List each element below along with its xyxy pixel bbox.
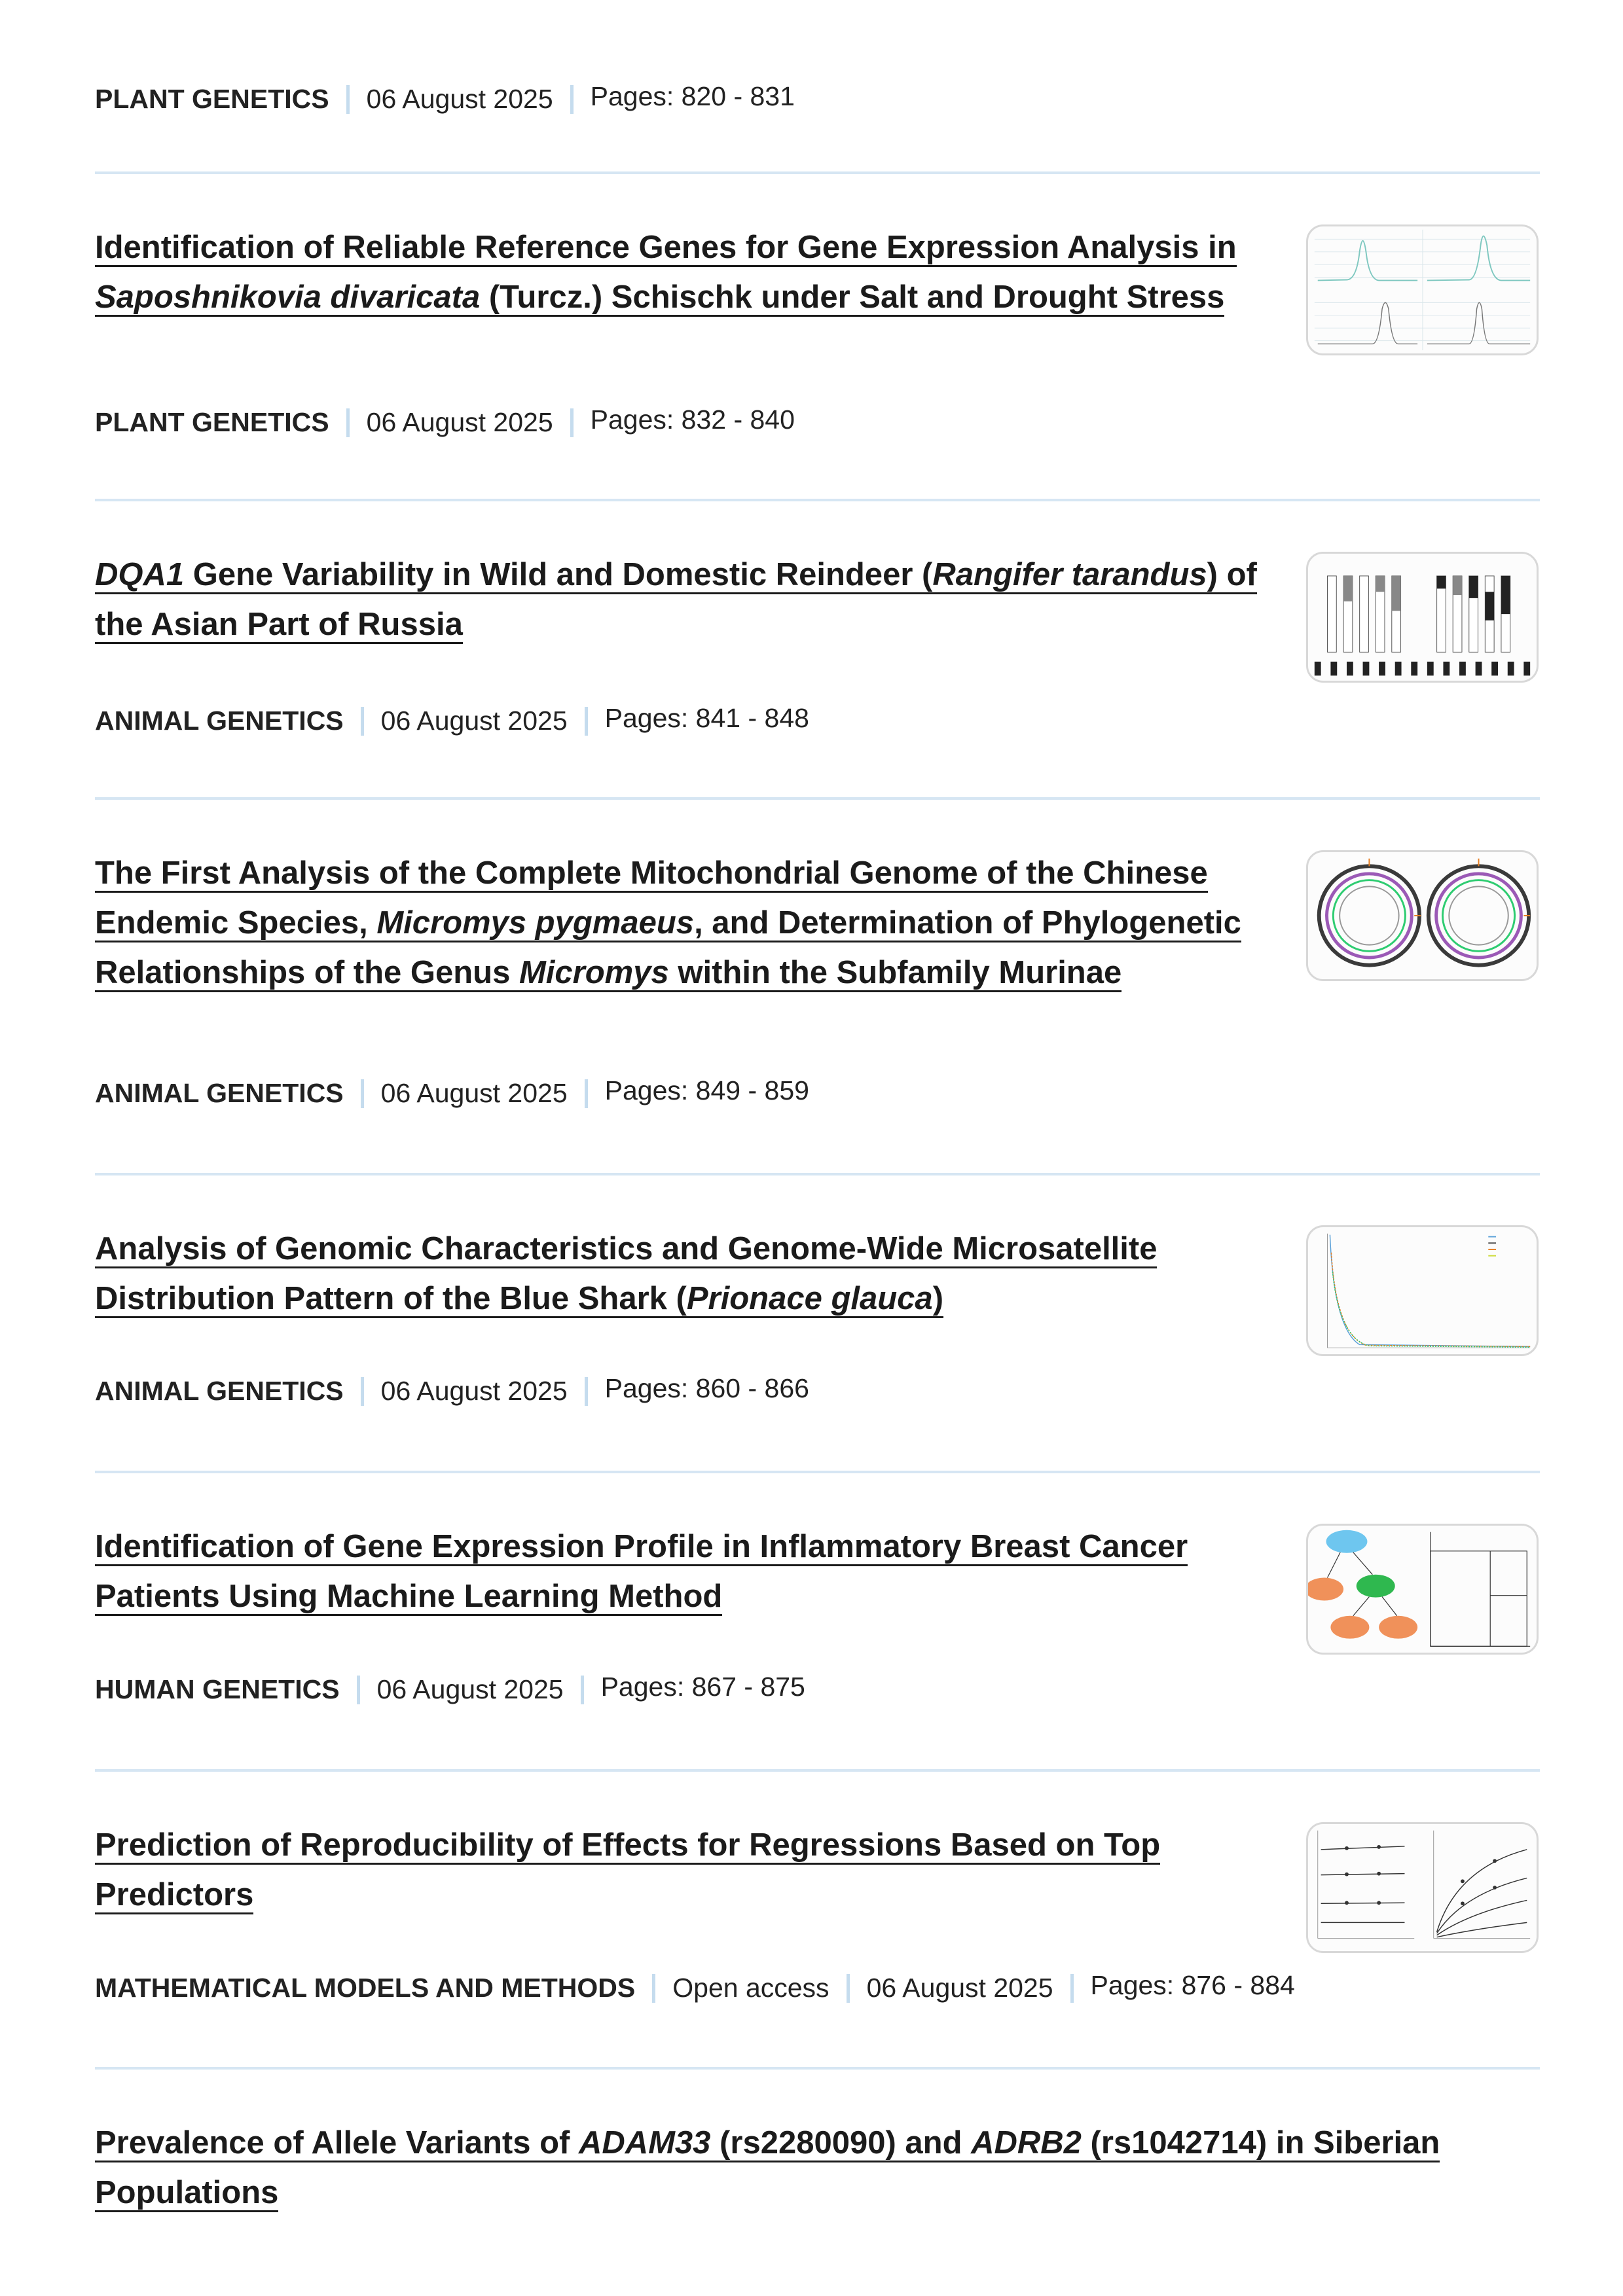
stacked-bar-thumbnail[interactable] xyxy=(1306,552,1539,683)
meta-separator xyxy=(357,1676,360,1704)
article-meta xyxy=(95,1970,1295,2003)
article-title-link[interactable]: Prediction of Reproducibility of Effects for Regressions Based on Top Predictors xyxy=(95,1827,1160,1914)
meta-separator xyxy=(585,1377,588,1406)
meta-separator xyxy=(652,1974,655,2003)
meta-separator xyxy=(570,408,574,437)
decision-tree-thumbnail[interactable] xyxy=(1306,1524,1539,1655)
article-date: 06 August 2025 xyxy=(376,1674,564,1704)
article-title-link[interactable]: Identification of Gene Expression Profile in Inflammatory Breast Cancer Patients Using Machine Learning Method xyxy=(95,1529,1188,1616)
meta-separator xyxy=(847,1974,850,2003)
article-category[interactable]: HUMAN GENETICS xyxy=(95,1674,340,1704)
article-category[interactable]: PLANT GENETICS xyxy=(95,407,329,437)
circular-genome-map-thumbnail[interactable] xyxy=(1306,850,1539,981)
article-category[interactable]: ANIMAL GENETICS xyxy=(95,1376,344,1406)
article-title-link[interactable]: Analysis of Genomic Characteristics and Genome-Wide Microsatellite Distribution Pattern of the Blue Shark (Prionace glauca) xyxy=(95,1231,1157,1318)
divider xyxy=(95,2067,1540,2070)
article-category[interactable]: ANIMAL GENETICS xyxy=(95,1078,344,1108)
meta-separator xyxy=(346,85,350,114)
article-pages: Pages: 832 - 840 xyxy=(590,404,795,435)
article-date: 06 August 2025 xyxy=(380,1078,568,1108)
divider xyxy=(95,499,1540,501)
meta-separator xyxy=(361,707,364,736)
meta-separator xyxy=(1070,1974,1074,2003)
article-access: Open access xyxy=(672,1973,830,2003)
article-category[interactable]: ANIMAL GENETICS xyxy=(95,706,344,736)
divider xyxy=(95,171,1540,174)
meta-separator xyxy=(346,408,350,437)
meta-separator xyxy=(581,1676,584,1704)
line-plot-thumbnail[interactable] xyxy=(1306,224,1539,355)
divider xyxy=(95,1769,1540,1772)
article-category[interactable]: MATHEMATICAL MODELS AND METHODS xyxy=(95,1973,636,2003)
article-pages: Pages: 841 - 848 xyxy=(604,703,809,733)
article-date: 06 August 2025 xyxy=(366,407,553,437)
distribution-curve-thumbnail[interactable] xyxy=(1306,1225,1539,1356)
article-pages: Pages: 820 - 831 xyxy=(590,81,795,111)
article-title-link[interactable]: DQA1 Gene Variability in Wild and Domestic Reindeer (Rangifer tarandus) of the Asian Part of Russia xyxy=(95,557,1257,644)
article-date: 06 August 2025 xyxy=(866,1973,1053,2003)
divider xyxy=(95,797,1540,800)
article-title-link[interactable]: Identification of Reliable Reference Genes for Gene Expression Analysis in Saposhnikovia divaricata (Turcz.) Schischk under Salt and Drought Stress xyxy=(95,230,1237,317)
article-title xyxy=(95,1522,1260,1621)
article-meta xyxy=(95,1075,809,1109)
meta-separator xyxy=(361,1377,364,1406)
article-meta xyxy=(95,81,795,115)
article-title xyxy=(95,550,1260,649)
meta-separator xyxy=(585,707,588,736)
divider xyxy=(95,1471,1540,1473)
article-meta xyxy=(95,404,795,438)
article-pages: Pages: 849 - 859 xyxy=(604,1075,809,1105)
article-pages: Pages: 876 - 884 xyxy=(1090,1970,1295,2000)
article-title-link[interactable]: The First Analysis of the Complete Mitochondrial Genome of the Chinese Endemic Species, Micromys pygmaeus, and Determination of Phylogenetic Relationships of the Genus Micromys within the Subfamily Murinae xyxy=(95,855,1241,992)
divider xyxy=(95,1173,1540,1175)
article-meta xyxy=(95,1674,805,1705)
article-meta xyxy=(95,703,809,736)
regression-curve-thumbnail[interactable] xyxy=(1306,1822,1539,1953)
article-date: 06 August 2025 xyxy=(366,84,553,114)
article-meta xyxy=(95,1373,809,1407)
article-pages: Pages: 867 - 875 xyxy=(600,1672,805,1702)
article-title xyxy=(95,223,1260,322)
article-category[interactable]: PLANT GENETICS xyxy=(95,84,329,114)
article-date: 06 August 2025 xyxy=(380,706,568,736)
article-title-link[interactable]: Prevalence of Allele Variants of ADAM33 (rs2280090) and ADRB2 (rs1042714) in Siberian Populations xyxy=(95,2125,1440,2212)
meta-separator xyxy=(570,85,574,114)
article-title xyxy=(95,848,1260,997)
meta-separator xyxy=(361,1079,364,1108)
article-title xyxy=(95,1224,1260,1323)
article-pages: Pages: 860 - 866 xyxy=(604,1373,809,1403)
article-title xyxy=(95,1820,1260,1920)
article-title xyxy=(95,2118,1540,2217)
article-date: 06 August 2025 xyxy=(380,1376,568,1406)
meta-separator xyxy=(585,1079,588,1108)
